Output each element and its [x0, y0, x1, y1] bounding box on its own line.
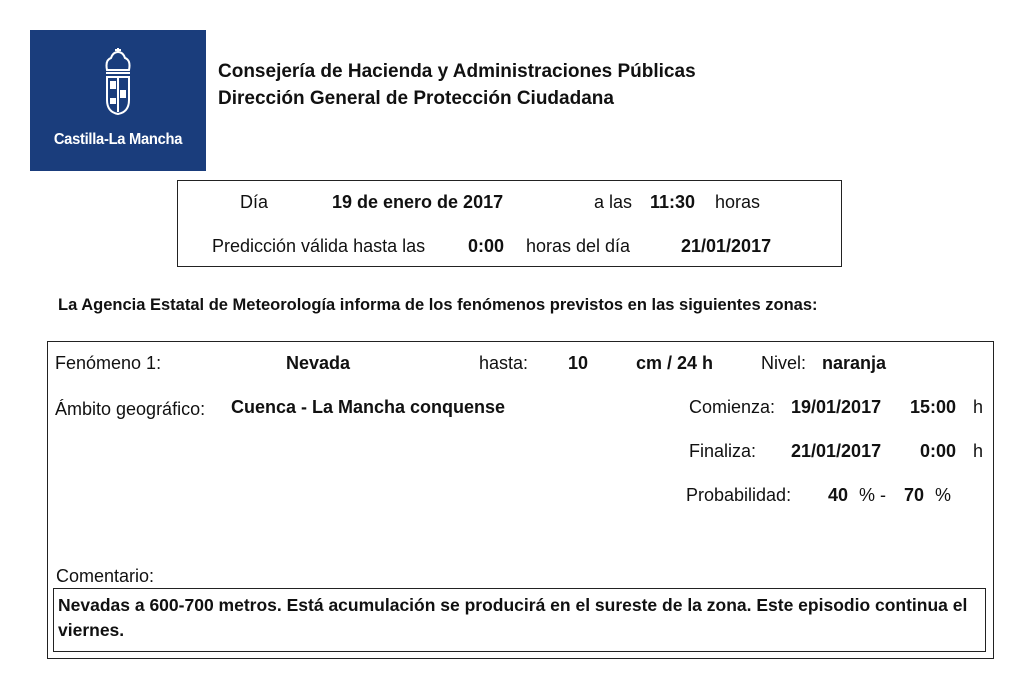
valid-until-time: 0:00	[468, 236, 505, 256]
probabilidad-min: 40	[828, 485, 849, 505]
logo-text: Castilla-La Mancha	[53, 131, 183, 148]
phenomenon-unit: cm / 24 h	[636, 353, 714, 373]
horas-label: horas	[715, 192, 761, 212]
hasta-label: hasta:	[479, 353, 529, 373]
valid-day-label: horas del día	[526, 236, 631, 256]
nivel-label: Nivel:	[761, 353, 807, 373]
header-department: Consejería de Hacienda y Administraciones Públicas	[218, 61, 696, 82]
probabilidad-dash: % -	[859, 485, 886, 505]
finaliza-time: 0:00	[920, 441, 957, 461]
phenomenon-amount: 10	[568, 353, 589, 373]
valid-until-label: Predicción válida hasta las	[212, 236, 426, 256]
dia-label: Día	[240, 192, 269, 212]
comienza-date: 19/01/2017	[791, 397, 882, 417]
finaliza-h: h	[973, 441, 984, 461]
nivel-value: naranja	[822, 353, 887, 373]
comentario-text: Nevadas a 600-700 metros. Está acumulación se producirá en el sureste de la zona. Este episodio continua el viernes.	[53, 588, 986, 652]
issue-date: 19 de enero de 2017	[332, 192, 504, 212]
probabilidad-pct: %	[935, 485, 952, 505]
a-las-label: a las	[594, 192, 633, 212]
issue-time: 11:30	[650, 192, 696, 212]
comentario-label: Comentario:	[56, 566, 155, 586]
valid-until-date: 21/01/2017	[681, 236, 772, 256]
probabilidad-label: Probabilidad:	[686, 485, 792, 505]
finaliza-label: Finaliza:	[689, 441, 757, 461]
probabilidad-max: 70	[904, 485, 925, 505]
comienza-time: 15:00	[910, 397, 957, 417]
castilla-la-mancha-logo	[30, 30, 206, 171]
finaliza-date: 21/01/2017	[791, 441, 882, 461]
comienza-h: h	[973, 397, 984, 417]
phenomenon-type: Nevada	[286, 353, 351, 373]
agency-info: La Agencia Estatal de Meteorología informa de los fenómenos previstos en las siguientes zonas:	[58, 296, 818, 314]
header-directorate: Dirección General de Protección Ciudadana	[218, 88, 614, 109]
ambito-label: Ámbito geográfico:	[55, 399, 206, 419]
phenomenon-label: Fenómeno 1:	[55, 353, 162, 373]
comienza-label: Comienza:	[689, 397, 776, 417]
ambito-value: Cuenca - La Mancha conquense	[231, 397, 506, 417]
crown-shield-icon	[101, 48, 135, 116]
